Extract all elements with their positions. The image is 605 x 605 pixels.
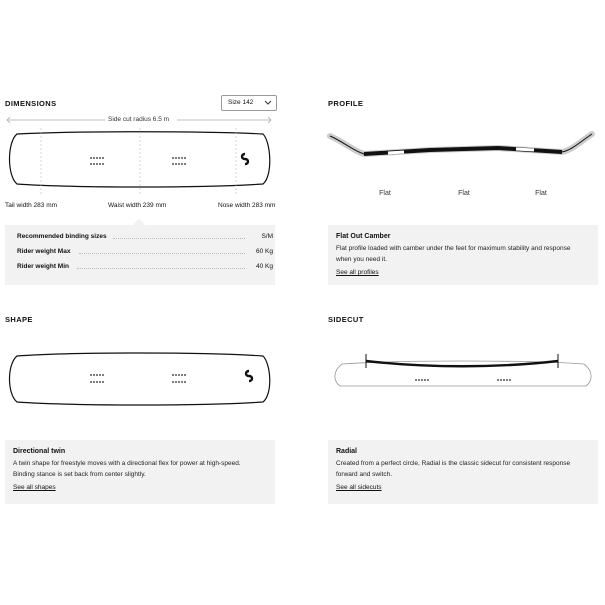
nose-width: Nose width 283 mm	[218, 202, 276, 209]
chevron-down-icon	[264, 100, 272, 106]
profile-diagram	[326, 130, 596, 170]
spec-row	[17, 261, 273, 275]
sidecut-description	[336, 458, 598, 480]
radius-label: Side cut radius 6.5 m	[108, 116, 170, 123]
profile-label-center: Flat	[458, 190, 470, 197]
spec-row	[17, 231, 273, 245]
shape-info-box	[5, 440, 275, 504]
profile-info-box	[328, 225, 598, 285]
description-line: Binding stance is set back from center slightly.	[13, 471, 146, 478]
spec-label: Rider weight Max	[17, 248, 71, 255]
sidecut-diagram	[328, 350, 598, 390]
see-all-shapes-link[interactable]: See all shapes	[13, 484, 56, 491]
spec-value: 60 Kg	[256, 248, 273, 255]
dimensions-board-diagram	[5, 128, 275, 194]
spec-label: Recommended binding sizes	[17, 233, 107, 240]
spec-value: 40 Kg	[256, 263, 273, 270]
profile-heading: PROFILE	[328, 99, 364, 108]
see-all-profiles-link[interactable]: See all profiles	[336, 269, 379, 276]
tail-width: Tail width 283 mm	[5, 202, 58, 209]
spec-value: S/M	[261, 233, 273, 240]
size-select[interactable]	[221, 95, 277, 111]
dimensions-heading: DIMENSIONS	[5, 99, 57, 108]
sidecut-title: Radial	[336, 448, 358, 455]
profile-title: Flat Out Camber	[336, 233, 391, 240]
dimensions-specs-box	[5, 225, 275, 285]
description-line: Created from a perfect circle, Radial is the classic sidecut for consistent response	[336, 460, 571, 467]
profile-label-tail: Flat	[379, 190, 391, 197]
shape-title: Directional twin	[13, 448, 66, 455]
profile-label-nose: Flat	[535, 190, 547, 197]
spec-label: Rider weight Min	[17, 263, 69, 270]
sidecut-heading: SIDECUT	[328, 315, 364, 324]
box-pointer	[133, 218, 144, 229]
see-all-sidecuts-link[interactable]: See all sidecuts	[336, 484, 382, 491]
shape-board-diagram	[5, 350, 275, 410]
description-line: when you need it.	[336, 256, 387, 263]
divider	[79, 253, 245, 254]
description-line: Flat profile loaded with camber under the feet for maximum stability and response	[336, 245, 571, 252]
shape-description	[13, 458, 275, 480]
description-line: A twin shape for freestyle moves with a directional flex for power at high-speed.	[13, 460, 241, 467]
sidecut-info-box	[328, 440, 598, 504]
divider	[113, 238, 245, 239]
shape-heading: SHAPE	[5, 315, 33, 324]
size-select-value: Size 142	[228, 99, 254, 106]
waist-width: Waist width 239 mm	[108, 202, 167, 209]
spec-row	[17, 246, 273, 260]
profile-description	[336, 243, 598, 265]
description-line: forward and switch.	[336, 471, 392, 478]
divider	[77, 268, 245, 269]
